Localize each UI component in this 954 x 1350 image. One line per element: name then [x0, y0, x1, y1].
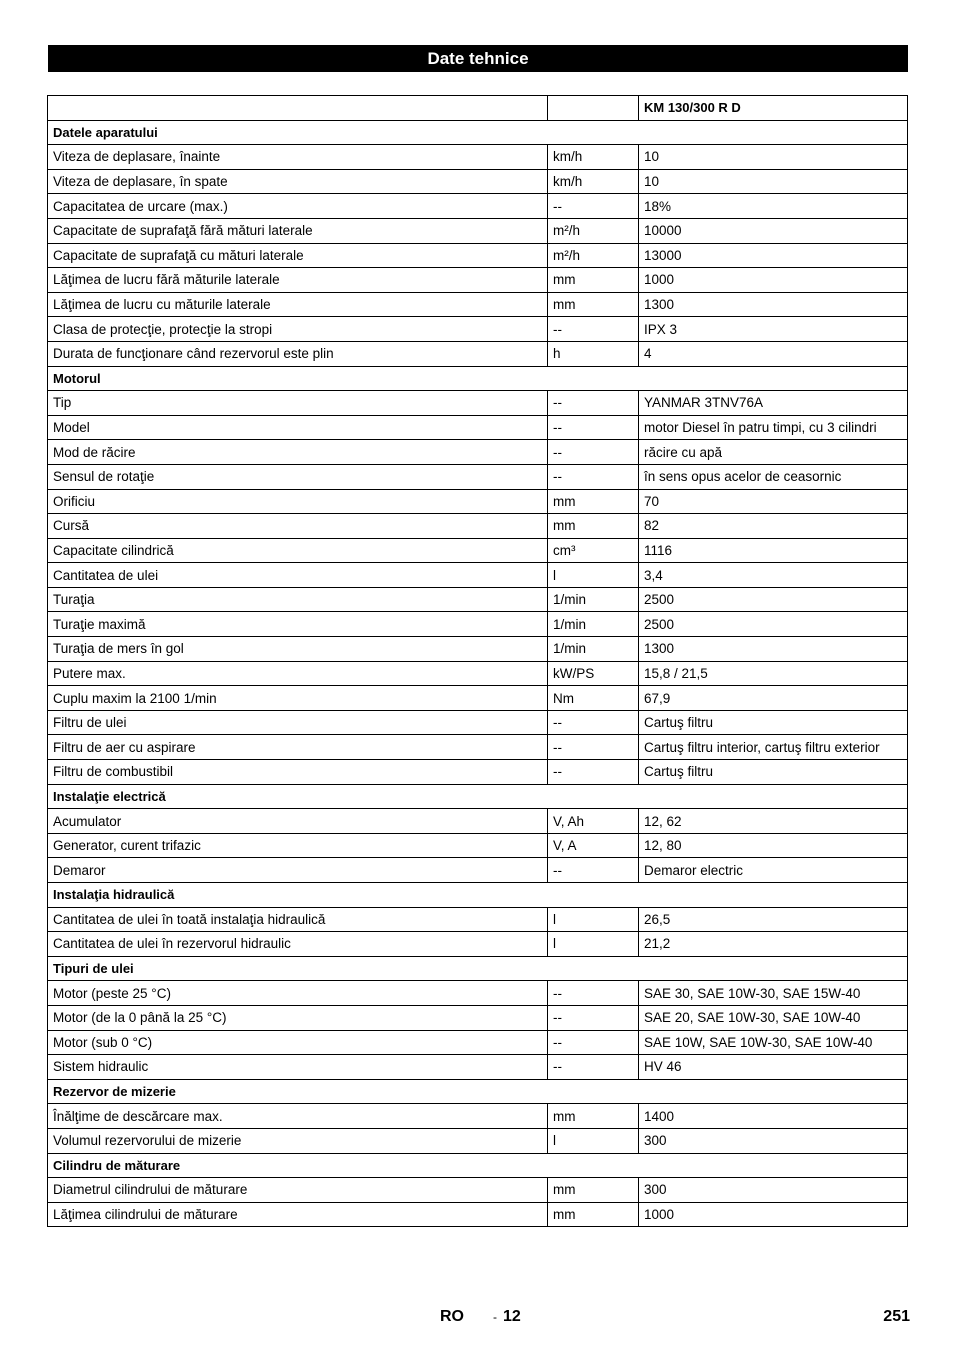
parameter-cell: Cuplu maxim la 2100 1/min — [48, 686, 548, 711]
section-header-row — [48, 120, 908, 145]
parameter-cell: Model — [48, 415, 548, 440]
unit-cell: V, Ah — [548, 809, 639, 834]
table-row — [48, 1202, 908, 1227]
unit-cell: -- — [548, 710, 639, 735]
parameter-cell: Orificiu — [48, 489, 548, 514]
value-cell: în sens opus acelor de ceasornic — [639, 464, 908, 489]
value-cell: 1116 — [639, 538, 908, 563]
parameter-cell: Acumulator — [48, 809, 548, 834]
table-row — [48, 268, 908, 293]
unit-cell: m²/h — [548, 218, 639, 243]
table-header-row — [48, 96, 908, 121]
value-cell: IPX 3 — [639, 317, 908, 342]
unit-cell: cm³ — [548, 538, 639, 563]
value-cell: SAE 10W, SAE 10W-30, SAE 10W-40 — [639, 1030, 908, 1055]
value-cell: 3,4 — [639, 563, 908, 588]
value-cell: 1400 — [639, 1104, 908, 1129]
parameter-cell: Mod de răcire — [48, 440, 548, 465]
table-row — [48, 440, 908, 465]
parameter-cell: Filtru de combustibil — [48, 760, 548, 785]
section-title: Motorul — [48, 366, 908, 391]
parameter-cell: Viteza de deplasare, înainte — [48, 145, 548, 170]
table-row — [48, 1128, 908, 1153]
unit-cell: l — [548, 932, 639, 957]
parameter-cell: Capacitate de suprafaţă cu mături laterale — [48, 243, 548, 268]
parameter-cell: Capacitate de suprafaţă fără mături laterale — [48, 218, 548, 243]
section-title: Datele aparatului — [48, 120, 908, 145]
model-header: KM 130/300 R D — [639, 96, 908, 121]
header-empty-cell — [548, 96, 639, 121]
table-row — [48, 1178, 908, 1203]
table-row — [48, 243, 908, 268]
parameter-cell: Cantitatea de ulei — [48, 563, 548, 588]
value-cell: 82 — [639, 514, 908, 539]
table-row — [48, 710, 908, 735]
unit-cell: -- — [548, 440, 639, 465]
value-cell: SAE 30, SAE 10W-30, SAE 15W-40 — [639, 981, 908, 1006]
table-row — [48, 194, 908, 219]
parameter-cell: Filtru de ulei — [48, 710, 548, 735]
footer-language: RO — [440, 1308, 464, 1325]
unit-cell: km/h — [548, 169, 639, 194]
unit-cell: -- — [548, 735, 639, 760]
parameter-cell: Durata de funcţionare când rezervorul este plin — [48, 341, 548, 366]
value-cell: 67,9 — [639, 686, 908, 711]
parameter-cell: Turaţie maximă — [48, 612, 548, 637]
value-cell: 10 — [639, 169, 908, 194]
unit-cell: 1/min — [548, 612, 639, 637]
value-cell: 10000 — [639, 218, 908, 243]
section-header-row — [48, 883, 908, 908]
section-title: Instalaţia hidraulică — [48, 883, 908, 908]
value-cell: 1000 — [639, 1202, 908, 1227]
table-row — [48, 1104, 908, 1129]
unit-cell: -- — [548, 981, 639, 1006]
parameter-cell: Demaror — [48, 858, 548, 883]
table-row — [48, 686, 908, 711]
parameter-cell: Motor (de la 0 până la 25 °C) — [48, 1005, 548, 1030]
parameter-cell: Generator, curent trifazic — [48, 833, 548, 858]
table-row — [48, 907, 908, 932]
unit-cell: mm — [548, 268, 639, 293]
unit-cell: -- — [548, 760, 639, 785]
value-cell: 1000 — [639, 268, 908, 293]
section-header-row — [48, 1079, 908, 1104]
table-row — [48, 218, 908, 243]
value-cell: 1300 — [639, 292, 908, 317]
table-row — [48, 514, 908, 539]
table-row — [48, 317, 908, 342]
table-row — [48, 833, 908, 858]
table-row — [48, 341, 908, 366]
parameter-cell: Capacitatea de urcare (max.) — [48, 194, 548, 219]
parameter-cell: Turaţia — [48, 587, 548, 612]
value-cell: Cartuş filtru — [639, 760, 908, 785]
unit-cell: -- — [548, 194, 639, 219]
value-cell: 300 — [639, 1178, 908, 1203]
parameter-cell: Viteza de deplasare, în spate — [48, 169, 548, 194]
parameter-cell: Clasa de protecţie, protecţie la stropi — [48, 317, 548, 342]
table-row — [48, 735, 908, 760]
parameter-cell: Putere max. — [48, 661, 548, 686]
table-row — [48, 391, 908, 416]
technical-data-table — [47, 95, 908, 1227]
table-row — [48, 858, 908, 883]
section-header-row — [48, 956, 908, 981]
parameter-cell: Volumul rezervorului de mizerie — [48, 1128, 548, 1153]
table-row — [48, 587, 908, 612]
table-row — [48, 415, 908, 440]
parameter-cell: Cantitatea de ulei în toată instalaţia hidraulică — [48, 907, 548, 932]
value-cell: Demaror electric — [639, 858, 908, 883]
value-cell: Cartuş filtru — [639, 710, 908, 735]
parameter-cell: Cantitatea de ulei în rezervorul hidraulic — [48, 932, 548, 957]
page-title: Date tehnice — [48, 45, 908, 72]
section-header-row — [48, 1153, 908, 1178]
parameter-cell: Lăţimea cilindrului de măturare — [48, 1202, 548, 1227]
unit-cell: mm — [548, 489, 639, 514]
value-cell: 2500 — [639, 587, 908, 612]
table-row — [48, 1030, 908, 1055]
table-body — [48, 96, 908, 1227]
value-cell: 15,8 / 21,5 — [639, 661, 908, 686]
parameter-cell: Lăţimea de lucru cu măturile laterale — [48, 292, 548, 317]
table-row — [48, 981, 908, 1006]
section-title: Tipuri de ulei — [48, 956, 908, 981]
unit-cell: V, A — [548, 833, 639, 858]
value-cell: 70 — [639, 489, 908, 514]
parameter-cell: Turaţia de mers în gol — [48, 637, 548, 662]
value-cell: motor Diesel în patru timpi, cu 3 cilindri — [639, 415, 908, 440]
unit-cell: 1/min — [548, 637, 639, 662]
value-cell: 4 — [639, 341, 908, 366]
header-empty-cell — [48, 96, 548, 121]
parameter-cell: Capacitate cilindrică — [48, 538, 548, 563]
unit-cell: mm — [548, 292, 639, 317]
unit-cell: -- — [548, 317, 639, 342]
unit-cell: -- — [548, 1030, 639, 1055]
unit-cell: m²/h — [548, 243, 639, 268]
parameter-cell: Motor (sub 0 °C) — [48, 1030, 548, 1055]
table-row — [48, 563, 908, 588]
unit-cell: km/h — [548, 145, 639, 170]
value-cell: 13000 — [639, 243, 908, 268]
parameter-cell: Sensul de rotaţie — [48, 464, 548, 489]
value-cell: YANMAR 3TNV76A — [639, 391, 908, 416]
parameter-cell: Sistem hidraulic — [48, 1055, 548, 1080]
unit-cell: -- — [548, 391, 639, 416]
parameter-cell: Filtru de aer cu aspirare — [48, 735, 548, 760]
table-row — [48, 538, 908, 563]
table-row — [48, 1055, 908, 1080]
table-row — [48, 489, 908, 514]
table-row — [48, 637, 908, 662]
section-title: Cilindru de măturare — [48, 1153, 908, 1178]
table-row — [48, 809, 908, 834]
unit-cell: 1/min — [548, 587, 639, 612]
value-cell: SAE 20, SAE 10W-30, SAE 10W-40 — [639, 1005, 908, 1030]
table-row — [48, 292, 908, 317]
unit-cell: mm — [548, 1104, 639, 1129]
value-cell: 21,2 — [639, 932, 908, 957]
footer-section-page: 12 — [503, 1308, 521, 1325]
table-row — [48, 612, 908, 637]
value-cell: 12, 80 — [639, 833, 908, 858]
section-title: Instalaţie electrică — [48, 784, 908, 809]
section-header-row — [48, 784, 908, 809]
unit-cell: mm — [548, 514, 639, 539]
parameter-cell: Lăţimea de lucru fără măturile laterale — [48, 268, 548, 293]
value-cell: 300 — [639, 1128, 908, 1153]
unit-cell: l — [548, 563, 639, 588]
value-cell: 12, 62 — [639, 809, 908, 834]
value-cell: 26,5 — [639, 907, 908, 932]
table-row — [48, 760, 908, 785]
unit-cell: mm — [548, 1202, 639, 1227]
unit-cell: -- — [548, 1055, 639, 1080]
parameter-cell: Cursă — [48, 514, 548, 539]
table-row — [48, 661, 908, 686]
value-cell: 10 — [639, 145, 908, 170]
unit-cell: -- — [548, 464, 639, 489]
unit-cell: Nm — [548, 686, 639, 711]
table-row — [48, 464, 908, 489]
value-cell: 2500 — [639, 612, 908, 637]
footer-dash: - — [493, 1310, 497, 1324]
unit-cell: -- — [548, 858, 639, 883]
table-row — [48, 169, 908, 194]
unit-cell: mm — [548, 1178, 639, 1203]
value-cell: 18% — [639, 194, 908, 219]
value-cell: Cartuş filtru interior, cartuş filtru exterior — [639, 735, 908, 760]
table-row — [48, 932, 908, 957]
value-cell: răcire cu apă — [639, 440, 908, 465]
parameter-cell: Diametrul cilindrului de măturare — [48, 1178, 548, 1203]
unit-cell: l — [548, 1128, 639, 1153]
table-row — [48, 1005, 908, 1030]
section-header-row — [48, 366, 908, 391]
unit-cell: -- — [548, 1005, 639, 1030]
table-row — [48, 145, 908, 170]
value-cell: HV 46 — [639, 1055, 908, 1080]
value-cell: 1300 — [639, 637, 908, 662]
unit-cell: -- — [548, 415, 639, 440]
unit-cell: kW/PS — [548, 661, 639, 686]
parameter-cell: Tip — [48, 391, 548, 416]
section-title: Rezervor de mizerie — [48, 1079, 908, 1104]
parameter-cell: Înălţime de descărcare max. — [48, 1104, 548, 1129]
footer-page-number: 251 — [883, 1308, 910, 1325]
unit-cell: h — [548, 341, 639, 366]
unit-cell: l — [548, 907, 639, 932]
parameter-cell: Motor (peste 25 °C) — [48, 981, 548, 1006]
